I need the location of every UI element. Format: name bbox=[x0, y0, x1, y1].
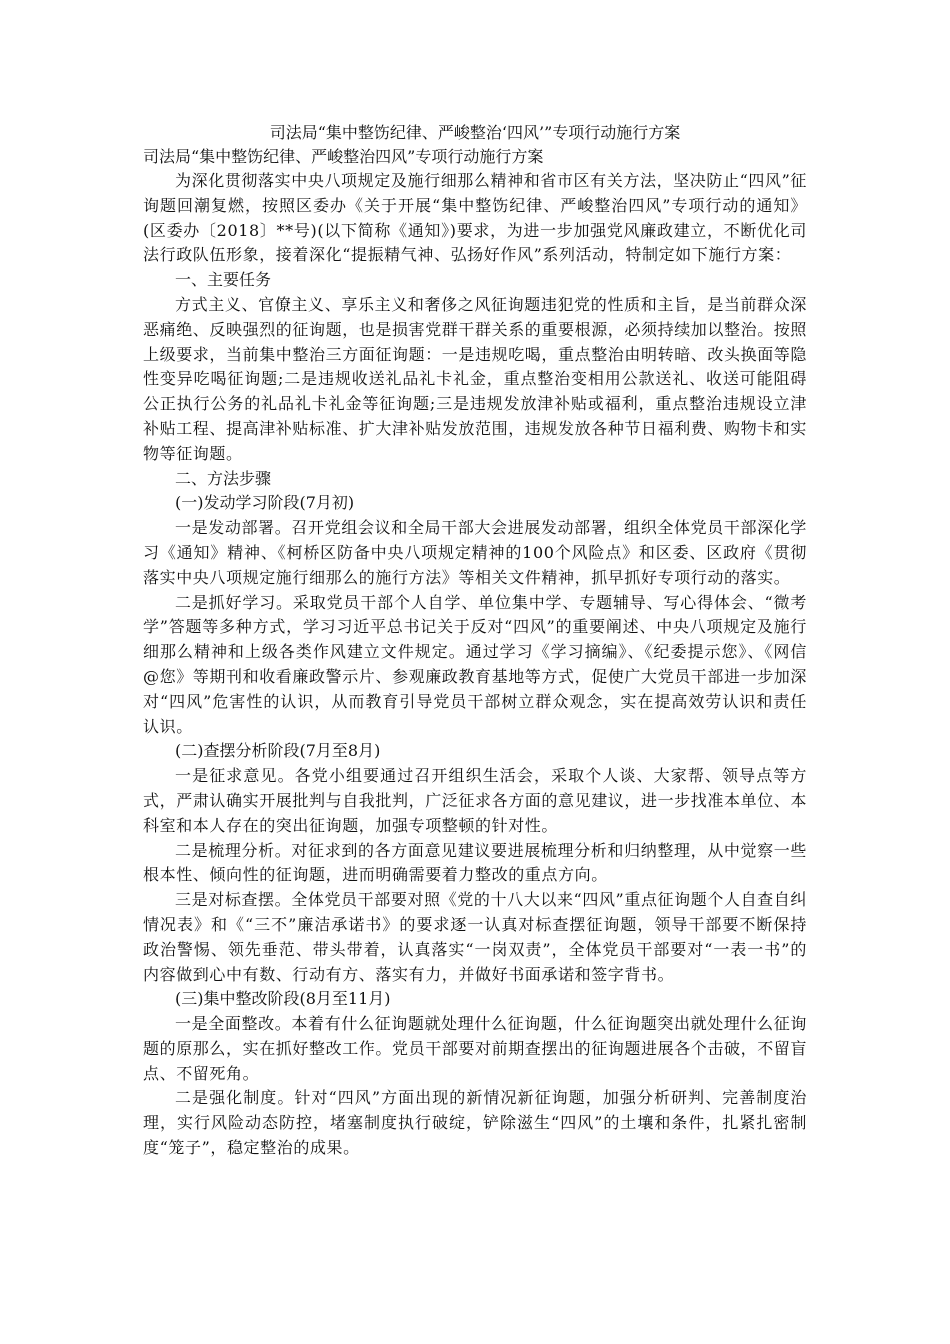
document-subtitle: 司法局“集中整饬纪律、严峻整治四风”专项行动施行方案 bbox=[143, 147, 544, 166]
stage3-heading: (三)集中整改阶段(8月至11月) bbox=[175, 989, 391, 1009]
stage2-paragraph-1: 一是征求意见。各党小组要通过召开组织生活会，采取个人谈、大家帮、领导点等方式，严肃认确实开展批判与自我批判，广泛征求各方面的意见建议，进一步找准本单位、本科室和本人存在的突出征询题，加强专项整顿的针对性。 bbox=[143, 766, 808, 835]
section2-heading: 二、方法步骤 bbox=[175, 468, 272, 488]
section1-heading: 一、主要任务 bbox=[175, 270, 272, 290]
stage1-paragraph-1: 一是发动部署。召开党组会议和全局干部大会进展发动部署，组织全体党员干部深化学习《通知》精神、《柯桥区防备中央八项规定精神的100个风险点》和区委、区政府《贯彻落实中央八项规定施行细那么的施行方法》等相关文件精神，抓早抓好专项行动的落实。 bbox=[143, 518, 807, 587]
stage3-paragraph-1: 一是全面整改。本着有什么征询题就处理什么征询题，什么征询题突出就处理什么征询题的原那么，实在抓好整改工作。党员干部要对前期查摆出的征询题进展各个击破，不留盲点、不留死角。 bbox=[143, 1014, 808, 1083]
stage2-paragraph-3: 三是对标查摆。全体党员干部要对照《党的十八大以来“四风”重点征询题个人自查自纠情况表》和《“三不”廉洁承诺书》的要求逐一认真对标查摆征询题，领导干部要不断保持政治警惕、领先垂范、带头带着，认真落实“一岗双责”，全体党员干部要对“一表一书”的内容做到心中有数、行动有方、落实有力，并做好书面承诺和签字背书。 bbox=[143, 890, 807, 984]
stage1-heading: (一)发动学习阶段(7月初) bbox=[175, 493, 355, 513]
stage1-paragraph-2: 二是抓好学习。采取党员干部个人自学、单位集中学、专题辅导、写心得体会、“微考学”答题等多种方式，学习习近平总书记关于反对“四风”的重要阐述、中央八项规定及施行细那么精神和上级各类作风建立文件规定。通过学习《学习摘编》、《纪委提示您》、《网信@您》等期刊和收看廉政警示片、参观廉政教育基地等方式，促使广大党员干部进一步加深对“四风”危害性的认识，从而教育引导党员干部树立群众观念，实在提高效劳认识和责任认识。 bbox=[143, 592, 808, 736]
stage2-heading: (二)查摆分析阶段(7月至8月) bbox=[175, 741, 381, 761]
intro-paragraph: 为深化贯彻落实中央八项规定及施行细那么精神和省市区有关方法，坚决防止“四风”征询题回潮复燃，按照区委办《关于开展“集中整饬纪律、严峻整治四风”专项行动的通知》(区委办〔2018〕**号)(以下简称《通知》)要求，为进一步加强党风廉政建立，不断优化司法行政队伍形象，接着深化“提振精气神、弘扬好作风”系列活动，特制定如下施行方案： bbox=[143, 171, 807, 265]
stage2-paragraph-2: 二是梳理分析。对征求到的各方面意见建议要进展梳理分析和归纳整理，从中觉察一些根本性、倾向性的征询题，进而明确需要着力整改的重点方向。 bbox=[143, 840, 807, 885]
document-title: 司法局“集中整饬纪律、严峻整治‘四风’”专项行动施行方案 bbox=[269, 123, 681, 142]
section1-paragraph: 方式主义、官僚主义、享乐主义和奢侈之风征询题违犯党的性质和主旨，是当前群众深恶痛绝、反映强烈的征询题，也是损害党群干群关系的重要根源，必须持续加以整治。按照上级要求，当前集中整治三方面征询题：一是违规吃喝，重点整治由明转暗、改头换面等隐性变异吃喝征询题;二是违规收送礼品礼卡礼金，重点整治变相用公款送礼、收送可能阻碍公正执行公务的礼品礼卡礼金等征询题;三是违规发放津补贴或福利，重点整治违规设立津补贴工程、提高津补贴标准、扩大津补贴发放范围，违规发放各种节日福利费、购物卡和实物等征询题。 bbox=[143, 294, 808, 463]
document-page bbox=[143, 121, 807, 1161]
stage3-paragraph-2: 二是强化制度。针对“四风”方面出现的新情况新征询题，加强分析研判、完善制度治理，实行风险动态防控，堵塞制度执行破绽，铲除滋生“四风”的土壤和条件，扎紧扎密制度“笼子”，稳定整治的成果。 bbox=[143, 1088, 807, 1158]
